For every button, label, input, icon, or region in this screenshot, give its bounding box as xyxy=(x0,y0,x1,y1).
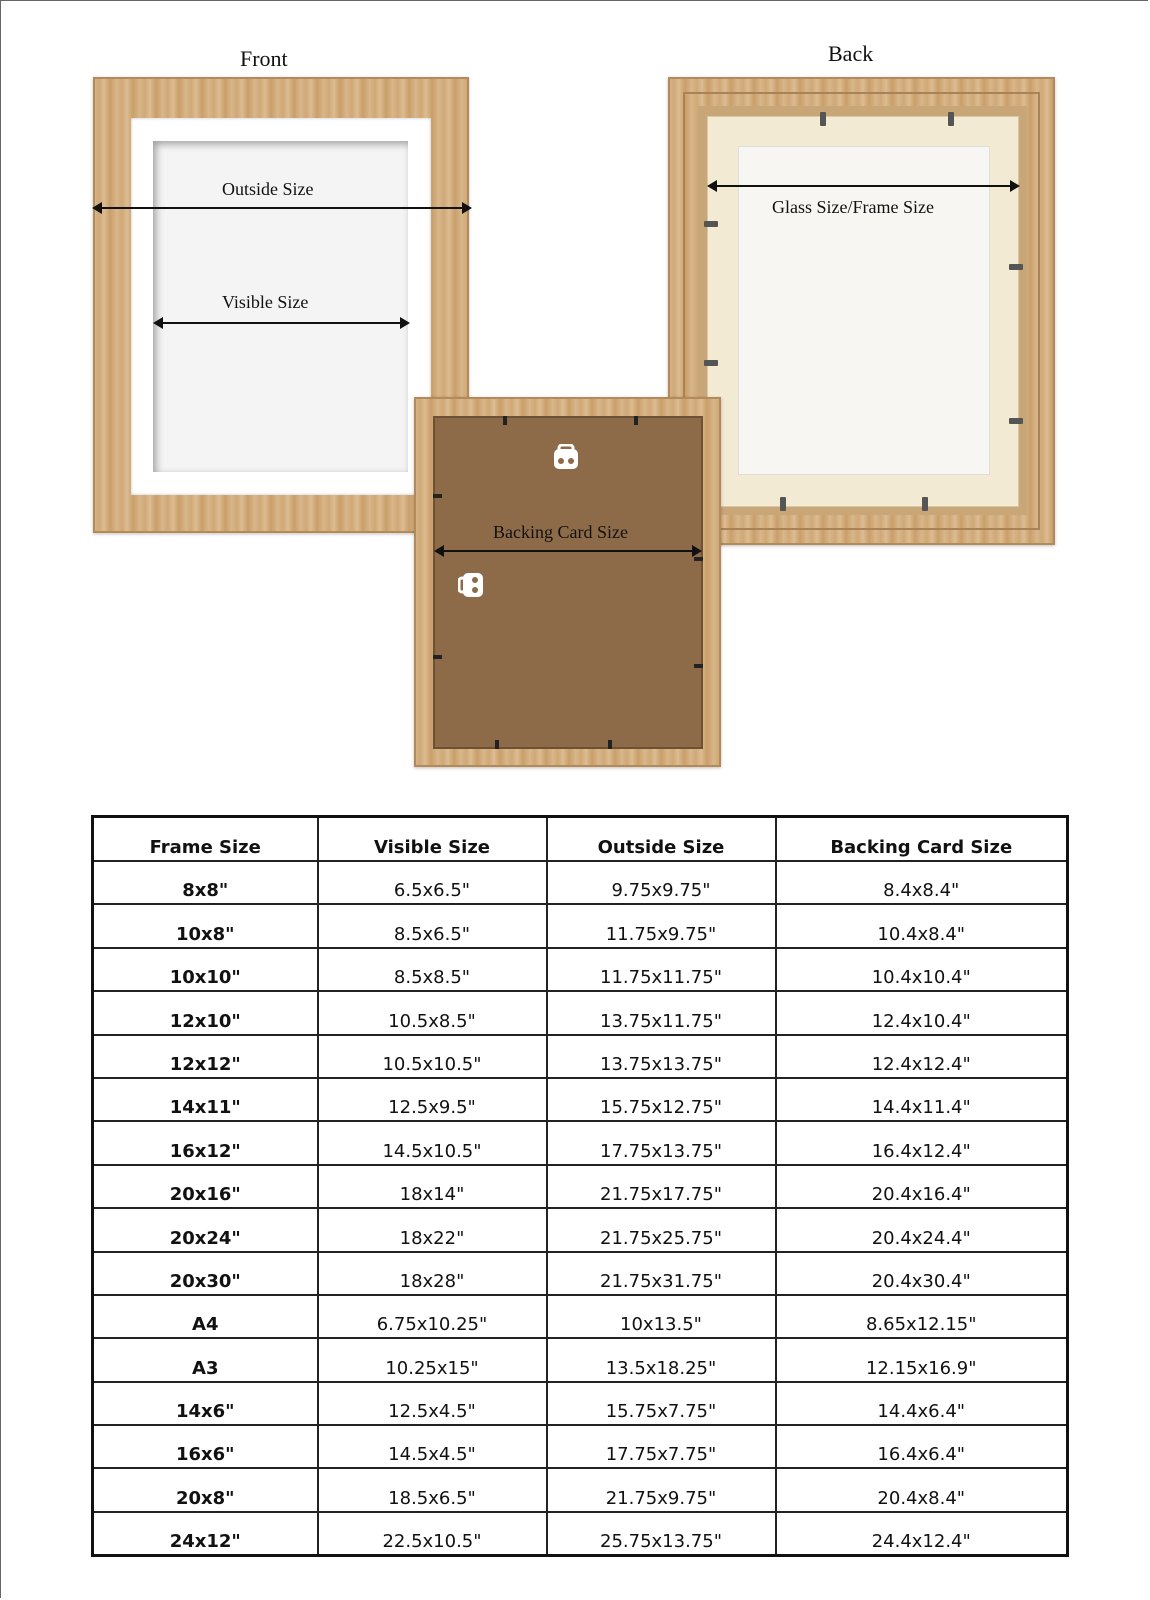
clip-icon xyxy=(1009,418,1023,424)
frame-size-cell: 20x16" xyxy=(93,1165,318,1208)
backing-card-size-cell: 14.4x6.4" xyxy=(776,1382,1068,1425)
outside-size-cell: 21.75x9.75" xyxy=(547,1468,776,1511)
table-row xyxy=(93,1035,1068,1078)
backing-card-size-cell: 10.4x8.4" xyxy=(776,904,1068,947)
glass-size-caption: Glass Size/Frame Size xyxy=(772,197,934,217)
visible-size-cell: 6.75x10.25" xyxy=(318,1295,547,1338)
table-row xyxy=(93,1512,1068,1556)
backing-card-size-cell: 8.65x12.15" xyxy=(776,1295,1068,1338)
backing-card-size-cell: 12.4x10.4" xyxy=(776,991,1068,1034)
visible-size-cell: 6.5x6.5" xyxy=(318,861,547,904)
outside-size-cell: 17.75x7.75" xyxy=(547,1425,776,1468)
frame-size-cell: 20x8" xyxy=(93,1468,318,1511)
backing-card-size-caption: Backing Card Size xyxy=(493,522,628,542)
frame-size-cell: 20x24" xyxy=(93,1208,318,1251)
frame-size-cell: 12x10" xyxy=(93,991,318,1034)
visible-size-cell: 10.5x10.5" xyxy=(318,1035,547,1078)
visible-size-cell: 14.5x10.5" xyxy=(318,1121,547,1164)
tack-icon xyxy=(694,664,703,668)
outside-size-cell: 13.5x18.25" xyxy=(547,1338,776,1381)
frame-size-cell: 14x11" xyxy=(93,1078,318,1121)
tack-icon xyxy=(433,494,442,498)
visible-size-cell: 14.5x4.5" xyxy=(318,1425,547,1468)
tack-icon xyxy=(608,740,612,749)
hanger-icon xyxy=(458,571,486,599)
tack-icon xyxy=(433,655,442,659)
table-row xyxy=(93,1468,1068,1511)
outside-size-caption: Outside Size xyxy=(222,179,314,199)
frame-size-cell: 20x30" xyxy=(93,1252,318,1295)
header-backing-card-size: Backing Card Size xyxy=(776,817,1068,862)
backing-card-size-cell: 24.4x12.4" xyxy=(776,1512,1068,1556)
outside-size-cell: 25.75x13.75" xyxy=(547,1512,776,1556)
frame-size-cell: 10x8" xyxy=(93,904,318,947)
frame-size-cell: 8x8" xyxy=(93,861,318,904)
clip-icon xyxy=(704,360,718,366)
visible-size-cell: 8.5x8.5" xyxy=(318,948,547,991)
outside-size-cell: 13.75x13.75" xyxy=(547,1035,776,1078)
header-outside-size: Outside Size xyxy=(547,817,776,862)
visible-size-caption: Visible Size xyxy=(222,292,309,312)
glass-size-arrow xyxy=(709,185,1018,187)
back-glass-area xyxy=(738,146,990,475)
frame-size-cell: 16x12" xyxy=(93,1121,318,1164)
frame-size-cell: 10x10" xyxy=(93,948,318,991)
outside-size-cell: 21.75x25.75" xyxy=(547,1208,776,1251)
table-row xyxy=(93,1338,1068,1381)
clip-icon xyxy=(948,112,954,126)
tack-icon xyxy=(503,416,507,425)
frame-size-cell: 12x12" xyxy=(93,1035,318,1078)
header-visible-size: Visible Size xyxy=(318,817,547,862)
outside-size-cell: 13.75x11.75" xyxy=(547,991,776,1034)
backing-card-size-cell: 12.4x12.4" xyxy=(776,1035,1068,1078)
clip-icon xyxy=(922,497,928,511)
outside-size-cell: 15.75x12.75" xyxy=(547,1078,776,1121)
tack-icon xyxy=(634,416,638,425)
clip-icon xyxy=(820,112,826,126)
table-row xyxy=(93,904,1068,947)
backing-card-size-cell: 10.4x10.4" xyxy=(776,948,1068,991)
visible-size-cell: 18.5x6.5" xyxy=(318,1468,547,1511)
visible-size-cell: 8.5x6.5" xyxy=(318,904,547,947)
tack-icon xyxy=(495,740,499,749)
outside-size-cell: 9.75x9.75" xyxy=(547,861,776,904)
outside-size-cell: 21.75x31.75" xyxy=(547,1252,776,1295)
visible-size-arrow xyxy=(155,322,408,324)
clip-icon xyxy=(704,221,718,227)
table-row xyxy=(93,1165,1068,1208)
outside-size-cell: 15.75x7.75" xyxy=(547,1382,776,1425)
frame-size-cell: 24x12" xyxy=(93,1512,318,1556)
backing-card-size-cell: 20.4x16.4" xyxy=(776,1165,1068,1208)
table-row xyxy=(93,1208,1068,1251)
backing-card-size-cell: 20.4x8.4" xyxy=(776,1468,1068,1511)
table-row xyxy=(93,861,1068,904)
backing-card-size-cell: 16.4x12.4" xyxy=(776,1121,1068,1164)
visible-size-cell: 22.5x10.5" xyxy=(318,1512,547,1556)
visible-size-cell: 18x22" xyxy=(318,1208,547,1251)
table-header-row xyxy=(93,817,1068,862)
visible-size-cell: 10.5x8.5" xyxy=(318,991,547,1034)
table-row xyxy=(93,1078,1068,1121)
outside-size-cell: 11.75x11.75" xyxy=(547,948,776,991)
outside-size-cell: 11.75x9.75" xyxy=(547,904,776,947)
visible-size-cell: 18x14" xyxy=(318,1165,547,1208)
backing-card-size-cell: 12.15x16.9" xyxy=(776,1338,1068,1381)
backing-card-size-cell: 8.4x8.4" xyxy=(776,861,1068,904)
table-row xyxy=(93,1425,1068,1468)
front-caption: Front xyxy=(240,46,288,71)
outside-size-arrow xyxy=(94,207,470,209)
table-row xyxy=(93,1121,1068,1164)
frame-size-cell: A4 xyxy=(93,1295,318,1338)
visible-size-cell: 18x28" xyxy=(318,1252,547,1295)
table-row xyxy=(93,948,1068,991)
tack-icon xyxy=(694,557,703,561)
size-table xyxy=(91,815,1069,1557)
backing-card-size-cell: 20.4x30.4" xyxy=(776,1252,1068,1295)
visible-size-cell: 12.5x4.5" xyxy=(318,1382,547,1425)
visible-size-cell: 10.25x15" xyxy=(318,1338,547,1381)
frame-size-cell: 14x6" xyxy=(93,1382,318,1425)
header-frame-size: Frame Size xyxy=(93,817,318,862)
table-row xyxy=(93,1382,1068,1425)
outside-size-cell: 21.75x17.75" xyxy=(547,1165,776,1208)
table-row xyxy=(93,991,1068,1034)
frame-size-cell: 16x6" xyxy=(93,1425,318,1468)
back-caption: Back xyxy=(828,41,874,66)
outside-size-cell: 17.75x13.75" xyxy=(547,1121,776,1164)
table-row xyxy=(93,1295,1068,1338)
backing-card-size-cell: 16.4x6.4" xyxy=(776,1425,1068,1468)
table-row xyxy=(93,1252,1068,1295)
frame-size-cell: A3 xyxy=(93,1338,318,1381)
backing-card-size-arrow xyxy=(436,550,700,552)
backing-card-size-cell: 20.4x24.4" xyxy=(776,1208,1068,1251)
visible-size-cell: 12.5x9.5" xyxy=(318,1078,547,1121)
clip-icon xyxy=(1009,264,1023,270)
clip-icon xyxy=(780,497,786,511)
backing-card-size-cell: 14.4x11.4" xyxy=(776,1078,1068,1121)
outside-size-cell: 10x13.5" xyxy=(547,1295,776,1338)
hanger-icon xyxy=(552,444,580,472)
